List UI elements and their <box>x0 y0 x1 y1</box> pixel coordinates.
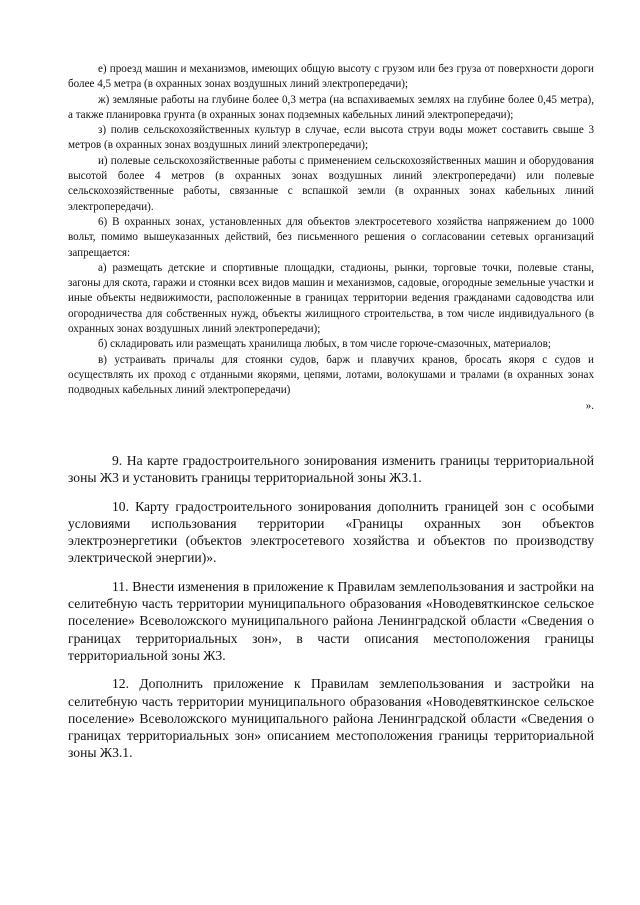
numbered-clauses <box>68 452 594 773</box>
item-a-placement: а) размещать детские и спортивные площадки, стадионы, рынки, торговые точки, полевые станы, загоны для скота, гаражи и стоянки всех видов машин и механизмов, садовые, огородные земельные участки и иные объекты недвижимости, расположенные в границах территории ведения гражданами садоводства или огородничества для собственных нужд, объекты жилищного строительства, в том числе индивидуального (в охранных зонах воздушных линий электропередачи); <box>68 261 594 336</box>
clause-12: 12. Дополнить приложение к Правилам землепользования и застройки на селитебную часть территории муниципального образования «Новодевяткинское сельское поселение» Всеволожского муниципального района Ленинградской области «Сведения о границах территориальных зон» описанием местоположения границы территориальной зоны Ж3.1. <box>68 676 594 761</box>
clause-9: 9. На карте градостроительного зонирования изменить границы территориальной зоны Ж3 и установить границы территориальной зоны Ж3.1. <box>68 453 594 486</box>
item-i-field-works: и) полевые сельскохозяйственные работы с применением сельскохозяйственных машин и оборудования высотой более 4 метров (в охранных зонах воздушных линий электропередачи) или полевые сельскохозяйственные работы, связанные с вспашкой земли (в охранных зонах кабельных линий электропередачи). <box>68 154 594 213</box>
closing-quote: ». <box>585 399 594 412</box>
item-e-vehicle-height: е) проезд машин и механизмов, имеющих общую высоту с грузом или без груза от поверхности дороги более 4,5 метра (в охранных зонах воздушных линий электропередачи); <box>68 63 594 91</box>
item-z-irrigation: з) полив сельскохозяйственных культур в случае, если высота струи воды может составить свыше 3 метров (в охранных зонах воздушных линий электропередачи); <box>68 124 594 152</box>
prohibitions-list <box>68 62 594 414</box>
clause-11: 11. Внести изменения в приложение к Правилам землепользования и застройки на селитебную часть территории муниципального образования «Новодевяткинское сельское поселение» Всеволожского муниципального района Ленинградской области «Сведения о границах территориальных зон», в части описания местоположения границы территориальной зоны Ж3. <box>68 578 594 663</box>
item-zh-earthworks: ж) земляные работы на глубине более 0,3 метра (на вспахиваемых землях на глубине более 0,45 метра), а также планировка грунта (в охранных зонах подземных кабельных линий электропередачи); <box>68 93 594 121</box>
item-6-low-voltage-zones: 6) В охранных зонах, установленных для объектов электросетевого хозяйства напряжением до 1000 вольт, помимо вышеуказанных действий, без письменного решения о согласовании сетевых организаций запрещается: <box>68 215 594 259</box>
clause-10: 10. Карту градостроительного зонирования дополнить границей зон с особыми условиями использования территории «Границы охранных зон объектов электроэнергетики (объектов электросетевого хозяйства и объектов по производству электрической энергии)». <box>68 498 594 566</box>
item-v-moorings: в) устраивать причалы для стоянки судов, барж и плавучих кранов, бросать якоря с судов и осуществлять их проход с отданными якорями, цепями, лотами, волокушами и тралами (в охранных зонах подводных кабельных линий электропередачи) <box>68 353 594 397</box>
item-b-storage: б) складировать или размещать хранилища любых, в том числе горюче-смазочных, материалов; <box>98 338 551 351</box>
